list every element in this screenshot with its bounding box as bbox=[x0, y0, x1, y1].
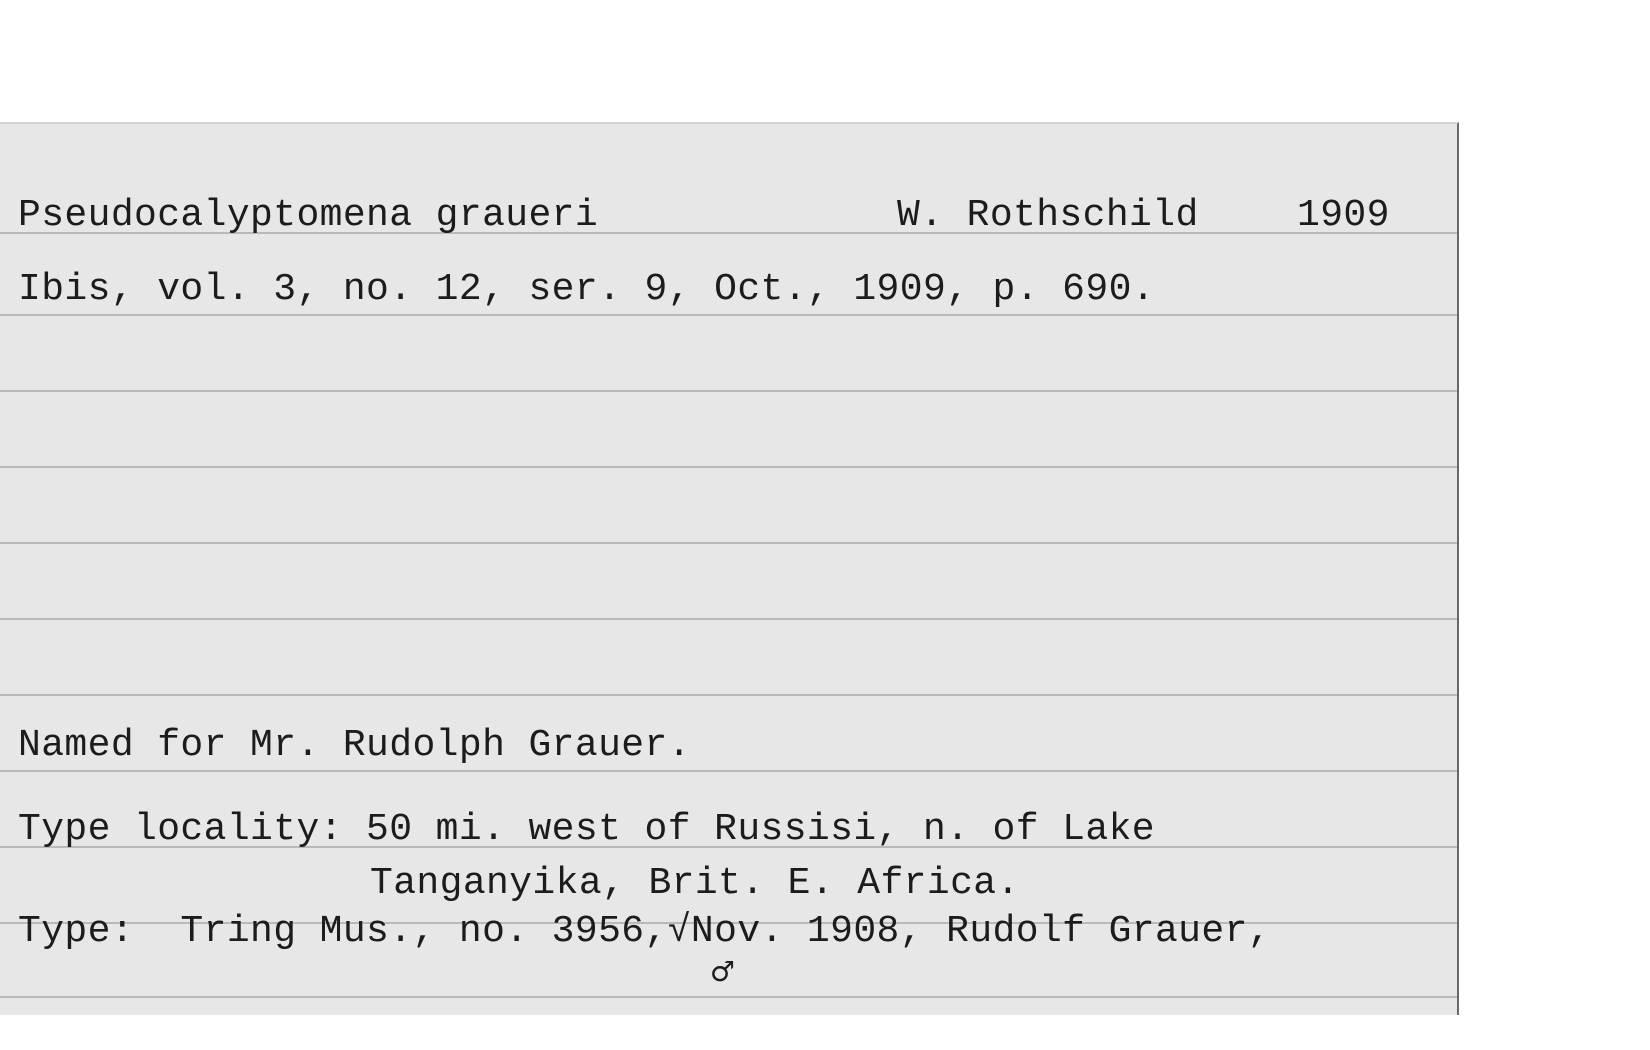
etymology: Named for Mr. Rudolph Grauer. bbox=[18, 724, 691, 767]
card-rule bbox=[0, 694, 1457, 696]
card-rule bbox=[0, 542, 1457, 544]
card-rule bbox=[0, 390, 1457, 392]
card-rule bbox=[0, 770, 1457, 772]
index-card bbox=[0, 122, 1459, 1015]
type-specimen: Type: Tring Mus., no. 3956,√Nov. 1908, Rudolf Grauer, bbox=[18, 910, 1271, 953]
citation: Ibis, vol. 3, no. 12, ser. 9, Oct., 1909, p. 690. bbox=[18, 268, 1155, 311]
card-rule bbox=[0, 466, 1457, 468]
species-name: Pseudocalyptomena graueri bbox=[18, 194, 599, 237]
card-rule bbox=[0, 618, 1457, 620]
card-rule bbox=[0, 996, 1457, 998]
type-locality-continued: Tanganyika, Brit. E. Africa. bbox=[370, 862, 1020, 905]
card-rule bbox=[0, 314, 1457, 316]
author: W. Rothschild bbox=[897, 194, 1199, 237]
type-locality: Type locality: 50 mi. west of Russisi, n. of Lake bbox=[18, 808, 1155, 851]
male-symbol: ♂ bbox=[710, 955, 736, 988]
year: 1909 bbox=[1297, 194, 1390, 237]
